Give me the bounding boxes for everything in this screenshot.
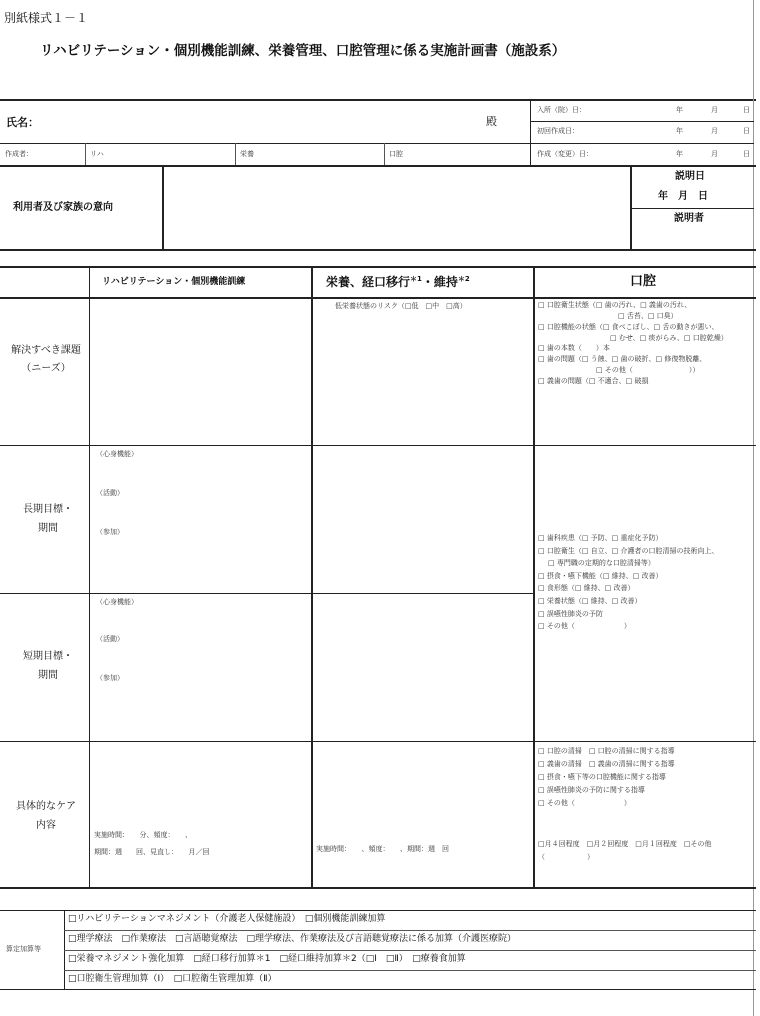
rehab-issues-cell[interactable] (92, 300, 308, 443)
addition-line-1[interactable]: □リハビリテーションマネジメント（介護老人保健施設） □個別機能訓練加算 (68, 914, 386, 924)
explain-date-units: 年 月 日 (658, 191, 708, 202)
nutrition-care-line: 実施時間： 、頻度： 、期間：週 回 (316, 845, 449, 853)
page-title: リハビリテーション・個別機能訓練、栄養管理、口腔管理に係る実施計画書（施設系） (40, 43, 566, 59)
column-header-rehab: リハビリテーション・個別機能訓練 (102, 277, 246, 287)
author-oral[interactable]: 口腔 (389, 150, 403, 158)
author-label: 作成者： (5, 150, 33, 158)
short-goal-activity: （活動） (96, 635, 124, 643)
explainer-label: 説明者 (674, 213, 704, 224)
oral-goals-list: □ 歯科疾患（□ 予防、□ 重症化予防） □ 口腔衛生（□ 自立、□ 介護者の口腔清掃の技術向上、 □ 専門職の定期的な口腔清掃等） □ 摂食・嚥下機能（□ 維持、□ 改善） □ 食形態（□ 維持、□ 改善） □ 栄養状態（□ 維持、□ 改善） □ 誤嚥性肺炎の予防 □ その他（ ） (538, 534, 719, 631)
long-goal-activity: （活動） (96, 489, 124, 497)
row-header-care: 具体的なケア内容 (16, 801, 76, 831)
row-header-issues: 解決すべき課題（ニーズ） (11, 345, 81, 374)
short-goal-participation: （参加） (96, 674, 124, 682)
oral-care-frequency: □月４回程度 □月２回程度 □月１回程度 □その他（ ） (538, 840, 712, 862)
long-goal-participation: （参加） (96, 528, 124, 536)
addition-line-3[interactable]: □栄養マネジメント強化加算 □経口移行加算＊1 □経口維持加算＊2（□Ⅰ □Ⅱ） □療養食加算 (68, 954, 466, 964)
author-nutrition[interactable]: 栄養 (240, 150, 254, 158)
rehab-care-line-2: 期間：週 回、見直し： 月／回 (94, 848, 210, 856)
form-id: 別紙様式１－１ (4, 11, 89, 25)
long-goal-body-function: （心身機能） (96, 450, 138, 458)
intent-field[interactable] (166, 170, 626, 246)
rehab-care-line-1: 実施時間： 分、頻度： 、 (94, 831, 192, 839)
author-rehab[interactable]: リハ (90, 150, 104, 158)
name-label: 氏名： (6, 116, 39, 129)
addition-line-2[interactable]: □理学療法 □作業療法 □言語聴覚療法 □理学療法、作業療法及び言語聴覚療法に係る加算（介護医療院） (68, 934, 517, 944)
row-header-short-goal: 短期目標・期間 (23, 651, 73, 681)
row-header-long-goal: 長期目標・期間 (23, 504, 73, 534)
explain-date-label: 説明日 (675, 171, 705, 182)
honorific: 殿 (486, 115, 497, 128)
column-header-oral: 口腔 (630, 274, 657, 289)
admission-date-label: 入所（院）日： (537, 106, 586, 114)
changed-date-label: 作成（変更）日： (537, 150, 593, 158)
name-field[interactable] (48, 106, 478, 138)
nutrition-short-goal-cell[interactable] (316, 596, 530, 739)
intent-label: 利用者及び家族の意向 (13, 202, 113, 213)
addition-label: 算定加算等 (6, 945, 41, 953)
oral-issues-list: □ 口腔衛生状態（□ 歯の汚れ、□ 義歯の汚れ、 □ 舌苔、□ 口臭） □ 口腔機能の状態（□ 食べこぼし、□ 舌の動きが悪い、 □ むせ、□ 痰がらみ、□ 口腔乾燥） □ 歯の本数（ ）本 □ 歯の問題（□ う蝕、□ 歯の破折、□ 修復物脱離、 □ その他（ ）） □ 義歯の問題（□ 不適合、□ 破損 (538, 301, 728, 385)
nutrition-issues-cell[interactable] (316, 312, 530, 442)
column-header-nutrition: 栄養、経口移行$^{*1}$・維持$^{*2}$ (326, 275, 470, 289)
addition-line-4[interactable]: □口腔衛生管理加算（Ⅰ） □口腔衛生管理加算（Ⅱ） (68, 974, 277, 984)
oral-care-list: □ 口腔の清掃 □ 口腔の清掃に関する指導 □ 義歯の清掃 □ 義歯の清掃に関する指導 □ 摂食・嚥下等の口腔機能に関する指導 □ 誤嚥性肺炎の予防に関する指導 □ その他（ ） (538, 747, 675, 807)
first-created-date-label: 初回作成日： (537, 127, 579, 135)
short-goal-body-function: （心身機能） (96, 598, 138, 606)
malnutrition-risk-line: 低栄養状態のリスク（□低 □中 □高） (335, 302, 467, 310)
nutrition-long-goal-cell[interactable] (316, 448, 530, 591)
